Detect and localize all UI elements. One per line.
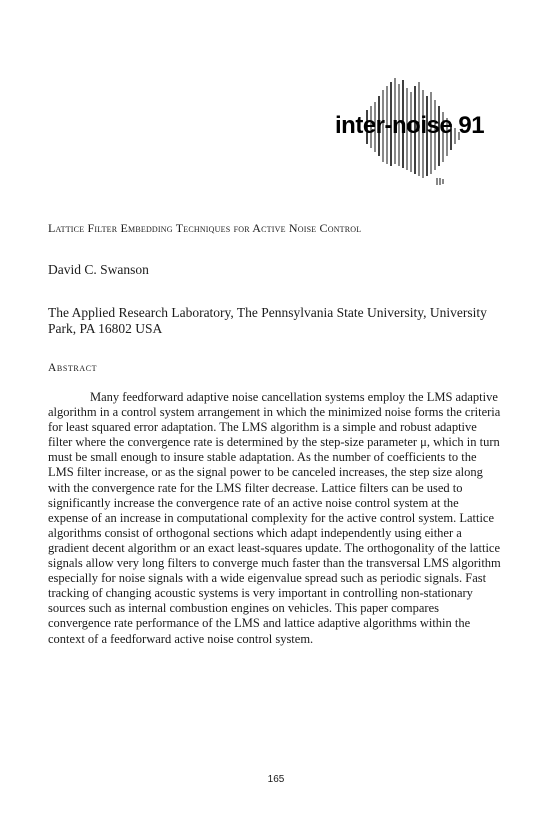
page-number: 165 [267,774,285,785]
author-name: David C. Swanson [48,262,149,277]
logo-text: inter-noise 91 [335,112,485,139]
conference-logo [325,66,485,186]
abstract-heading: Abstract [48,362,98,374]
paper-title: Lattice Filter Embedding Techniques for Active Noise Control [48,221,362,235]
author-affiliation: The Applied Research Laboratory, The Pennsylvania State University, University Park, PA 16802 USA [48,305,487,336]
abstract-body: Many feedforward adaptive noise cancellation systems employ the LMS adaptive algorithm in a control system arrangement in which the minimized noise forms the criteria for least squared error adaptation. The LMS algorithm is a simple and robust adaptive filter where the convergence rate is determined by the step-size parameter μ, which in turn must be small enough to insure stable adaptation. As the number of coefficients to the LMS filter increase, or as the signal power to be canceled increases, the step size along with the convergence rate for the LMS filter decrease. Lattice filters can be used to significantly increase the convergence rate of an active noise control system at the expense of an increase in computational complexity for the active control system. Lattice algorithms consist of orthogonal sections which adapt independently using either a gradient decent algorithm or an exact least-squares update. The orthogonality of the lattice signals allow very long filters to converge much faster than the transversal LMS algorithm especially for noise signals with a wide eigenvalue spread such as periodic signals. Fast tracking of changing acoustic systems is very important in controlling non-stationary sources such as internal combustion engines on vehicles. This paper compares convergence rate performance of the LMS and lattice adaptive algorithms within the context of a feedforward active noise control system. [48,390,501,646]
